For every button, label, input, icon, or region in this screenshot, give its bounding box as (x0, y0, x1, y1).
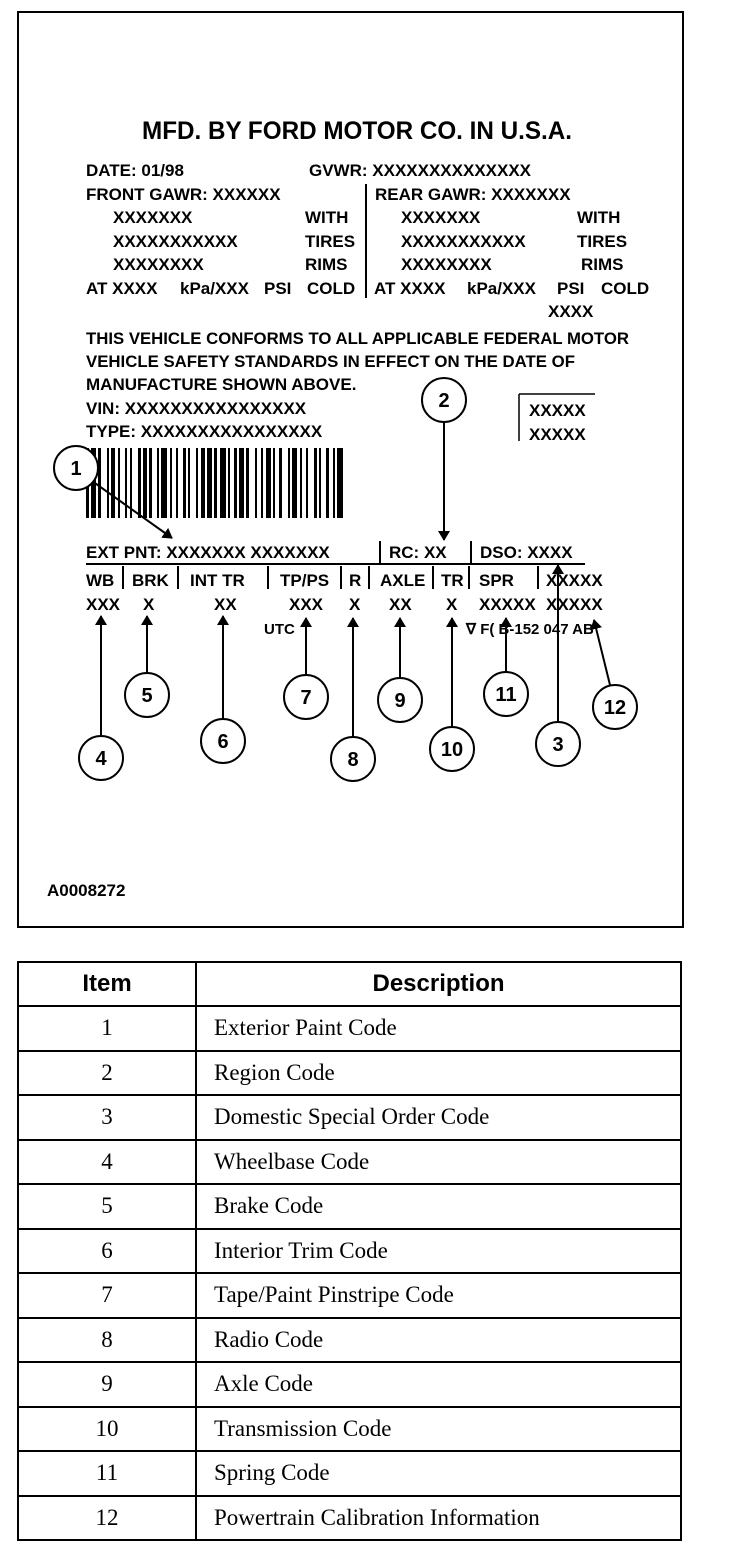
box-value-1: XXXXX (529, 401, 586, 420)
r-value: X (349, 595, 361, 614)
barcode-bar (176, 448, 178, 518)
region-code-text: RC: XX (389, 543, 447, 562)
barcode-bar (201, 448, 205, 518)
barcode-bar (220, 448, 226, 518)
description-cell: Wheelbase Code (196, 1140, 681, 1185)
barcode-bar (292, 448, 297, 518)
rear-at: AT XXXX (374, 279, 446, 298)
table-row (18, 1229, 681, 1274)
table-row (18, 1496, 681, 1541)
legend-header-row (18, 962, 681, 1006)
barcode-bar (138, 448, 141, 518)
brk-header: BRK (132, 571, 169, 590)
table-row (18, 1407, 681, 1452)
front-line-2: XXXXXXXXXXX (113, 232, 238, 251)
barcode-bar (234, 448, 237, 518)
description-cell: Transmission Code (196, 1407, 681, 1452)
table-row (18, 1184, 681, 1229)
barcode-bar (196, 448, 198, 518)
rear-line-2: XXXXXXXXXXX (401, 232, 526, 251)
vin-text: VIN: XXXXXXXXXXXXXXXX (86, 399, 307, 418)
barcode-bar (107, 448, 109, 518)
utc-text: UTC (264, 621, 295, 638)
callout-number-9: 9 (394, 690, 406, 712)
barcode-bar (228, 448, 230, 518)
front-at: AT XXXX (86, 279, 158, 298)
callout-number-12: 12 (603, 697, 627, 719)
int-value: XX (214, 595, 237, 614)
table-row (18, 1140, 681, 1185)
barcode-bar (125, 448, 127, 518)
barcode-bar (314, 448, 317, 518)
item-cell: 9 (18, 1362, 196, 1407)
last-header: XXXXX (546, 571, 603, 590)
barcode-bar (333, 448, 335, 518)
description-cell: Region Code (196, 1051, 681, 1096)
spr-value: XXXXX (479, 595, 536, 614)
item-cell: 5 (18, 1184, 196, 1229)
column-dividers (123, 566, 538, 589)
dso-text: DSO: XXXX (480, 543, 573, 562)
rear-rims: RIMS (581, 255, 624, 274)
rear-gawr-text: REAR GAWR: XXXXXXX (375, 185, 571, 204)
table-row (18, 1451, 681, 1496)
conformity-line-3: MANUFACTURE SHOWN ABOVE. (86, 375, 357, 394)
description-cell: Brake Code (196, 1184, 681, 1229)
callout-number-3: 3 (552, 734, 564, 756)
front-kpa: kPa/XXX (180, 279, 249, 298)
table-row (18, 1006, 681, 1051)
callout-number-5: 5 (141, 685, 153, 707)
tr-header: TR (441, 571, 464, 590)
table-row (18, 1051, 681, 1096)
barcode-bar (273, 448, 275, 518)
axle-header: AXLE (380, 571, 426, 590)
int-tr-header: INT TR (190, 571, 245, 590)
table-row (18, 1362, 681, 1407)
item-cell: 2 (18, 1051, 196, 1096)
leader-12 (594, 620, 610, 685)
type-text: TYPE: XXXXXXXXXXXXXXXX (86, 422, 323, 441)
front-gawr-text: FRONT GAWR: XXXXXX (86, 185, 281, 204)
table-row (18, 1318, 681, 1363)
barcode-bar (300, 448, 302, 518)
barcode-bar (98, 448, 101, 518)
barcode-bar (255, 448, 257, 518)
barcode-bar (239, 448, 244, 518)
last-value: XXXXX (546, 595, 603, 614)
item-cell: 8 (18, 1318, 196, 1363)
front-rims: RIMS (305, 255, 348, 274)
barcode-bar (337, 448, 343, 518)
tp-ps-header: TP/PS (280, 571, 330, 590)
ext-paint-text: EXT PNT: XXXXXXX XXXXXXX (86, 543, 330, 562)
rear-line-3: XXXXXXXX (401, 255, 492, 274)
item-cell: 1 (18, 1006, 196, 1051)
item-cell: 7 (18, 1273, 196, 1318)
item-cell: 6 (18, 1229, 196, 1274)
gvwr-text: GVWR: XXXXXXXXXXXXXX (309, 161, 532, 180)
barcode-bar (183, 448, 186, 518)
description-cell: Tape/Paint Pinstripe Code (196, 1273, 681, 1318)
rear-psi: PSI (557, 279, 585, 298)
front-line-3: XXXXXXXX (113, 255, 204, 274)
barcode-bar (261, 448, 263, 518)
label-title: MFD. BY FORD MOTOR CO. IN U.S.A. (142, 117, 572, 145)
axle-value: XX (389, 595, 412, 614)
item-cell: 3 (18, 1095, 196, 1140)
part-number-text: ∇ F( B-152 047 AB (466, 621, 594, 638)
rear-xxxx: XXXX (548, 302, 594, 321)
item-column-header: Item (18, 962, 196, 1006)
description-cell: Domestic Special Order Code (196, 1095, 681, 1140)
description-cell: Exterior Paint Code (196, 1006, 681, 1051)
front-cold: COLD (307, 279, 356, 298)
barcode-bar (118, 448, 120, 518)
rear-line-1: XXXXXXX (401, 208, 481, 227)
tr-value: X (446, 595, 458, 614)
conformity-line-1: THIS VEHICLE CONFORMS TO ALL APPLICABLE FEDERAL MOTOR (86, 329, 629, 348)
barcode-bar (306, 448, 308, 518)
description-cell: Radio Code (196, 1318, 681, 1363)
description-cell: Axle Code (196, 1362, 681, 1407)
conformity-line-2: VEHICLE SAFETY STANDARDS IN EFFECT ON THE DATE OF (86, 352, 575, 371)
rear-with: WITH (577, 208, 621, 227)
wb-value: XXX (86, 595, 121, 614)
callout-number-4: 4 (95, 748, 107, 770)
barcode-bar (246, 448, 249, 518)
callout-number-10: 10 (440, 739, 464, 761)
barcode-bar (157, 448, 159, 518)
description-cell: Powertrain Calibration Information (196, 1496, 681, 1541)
item-cell: 12 (18, 1496, 196, 1541)
barcode-bar (188, 448, 190, 518)
item-cell: 10 (18, 1407, 196, 1452)
table-row (18, 1273, 681, 1318)
date-text: DATE: 01/98 (86, 161, 184, 180)
callout-number-7: 7 (300, 687, 312, 709)
barcode-bar (149, 448, 152, 518)
figure-frame (18, 12, 683, 927)
barcode-bar (279, 448, 282, 518)
barcode-bar (326, 448, 329, 518)
description-cell: Interior Trim Code (196, 1229, 681, 1274)
rear-kpa: kPa/XXX (467, 279, 536, 298)
box-value-2: XXXXX (529, 425, 586, 444)
barcode-bar (170, 448, 172, 518)
rear-tires: TIRES (577, 232, 628, 251)
tp-value: XXX (289, 595, 324, 614)
brk-value: X (143, 595, 155, 614)
barcode (86, 448, 343, 518)
callout-number-8: 8 (347, 749, 359, 771)
figure-id: A0008272 (47, 881, 126, 900)
barcode-bar (111, 448, 115, 518)
front-with: WITH (305, 208, 349, 227)
callout-number-11: 11 (495, 684, 517, 706)
front-line-1: XXXXXXX (113, 208, 193, 227)
callout-number-6: 6 (217, 731, 229, 753)
callout-number-2: 2 (438, 390, 450, 412)
barcode-bar (319, 448, 321, 518)
item-cell: 4 (18, 1140, 196, 1185)
barcode-bar (143, 448, 147, 518)
wb-header: WB (86, 571, 115, 590)
item-cell: 11 (18, 1451, 196, 1496)
barcode-bar (288, 448, 290, 518)
spr-header: SPR (479, 571, 514, 590)
barcode-bar (161, 448, 167, 518)
callout-number-1: 1 (70, 458, 82, 480)
table-row (18, 1095, 681, 1140)
legend-table (17, 961, 682, 1541)
front-tires: TIRES (305, 232, 356, 251)
barcode-bar (207, 448, 212, 518)
barcode-bar (214, 448, 217, 518)
front-psi: PSI (264, 279, 292, 298)
barcode-bar (266, 448, 271, 518)
r-header: R (349, 571, 362, 590)
rear-cold: COLD (601, 279, 650, 298)
description-cell: Spring Code (196, 1451, 681, 1496)
description-column-header: Description (196, 962, 681, 1006)
